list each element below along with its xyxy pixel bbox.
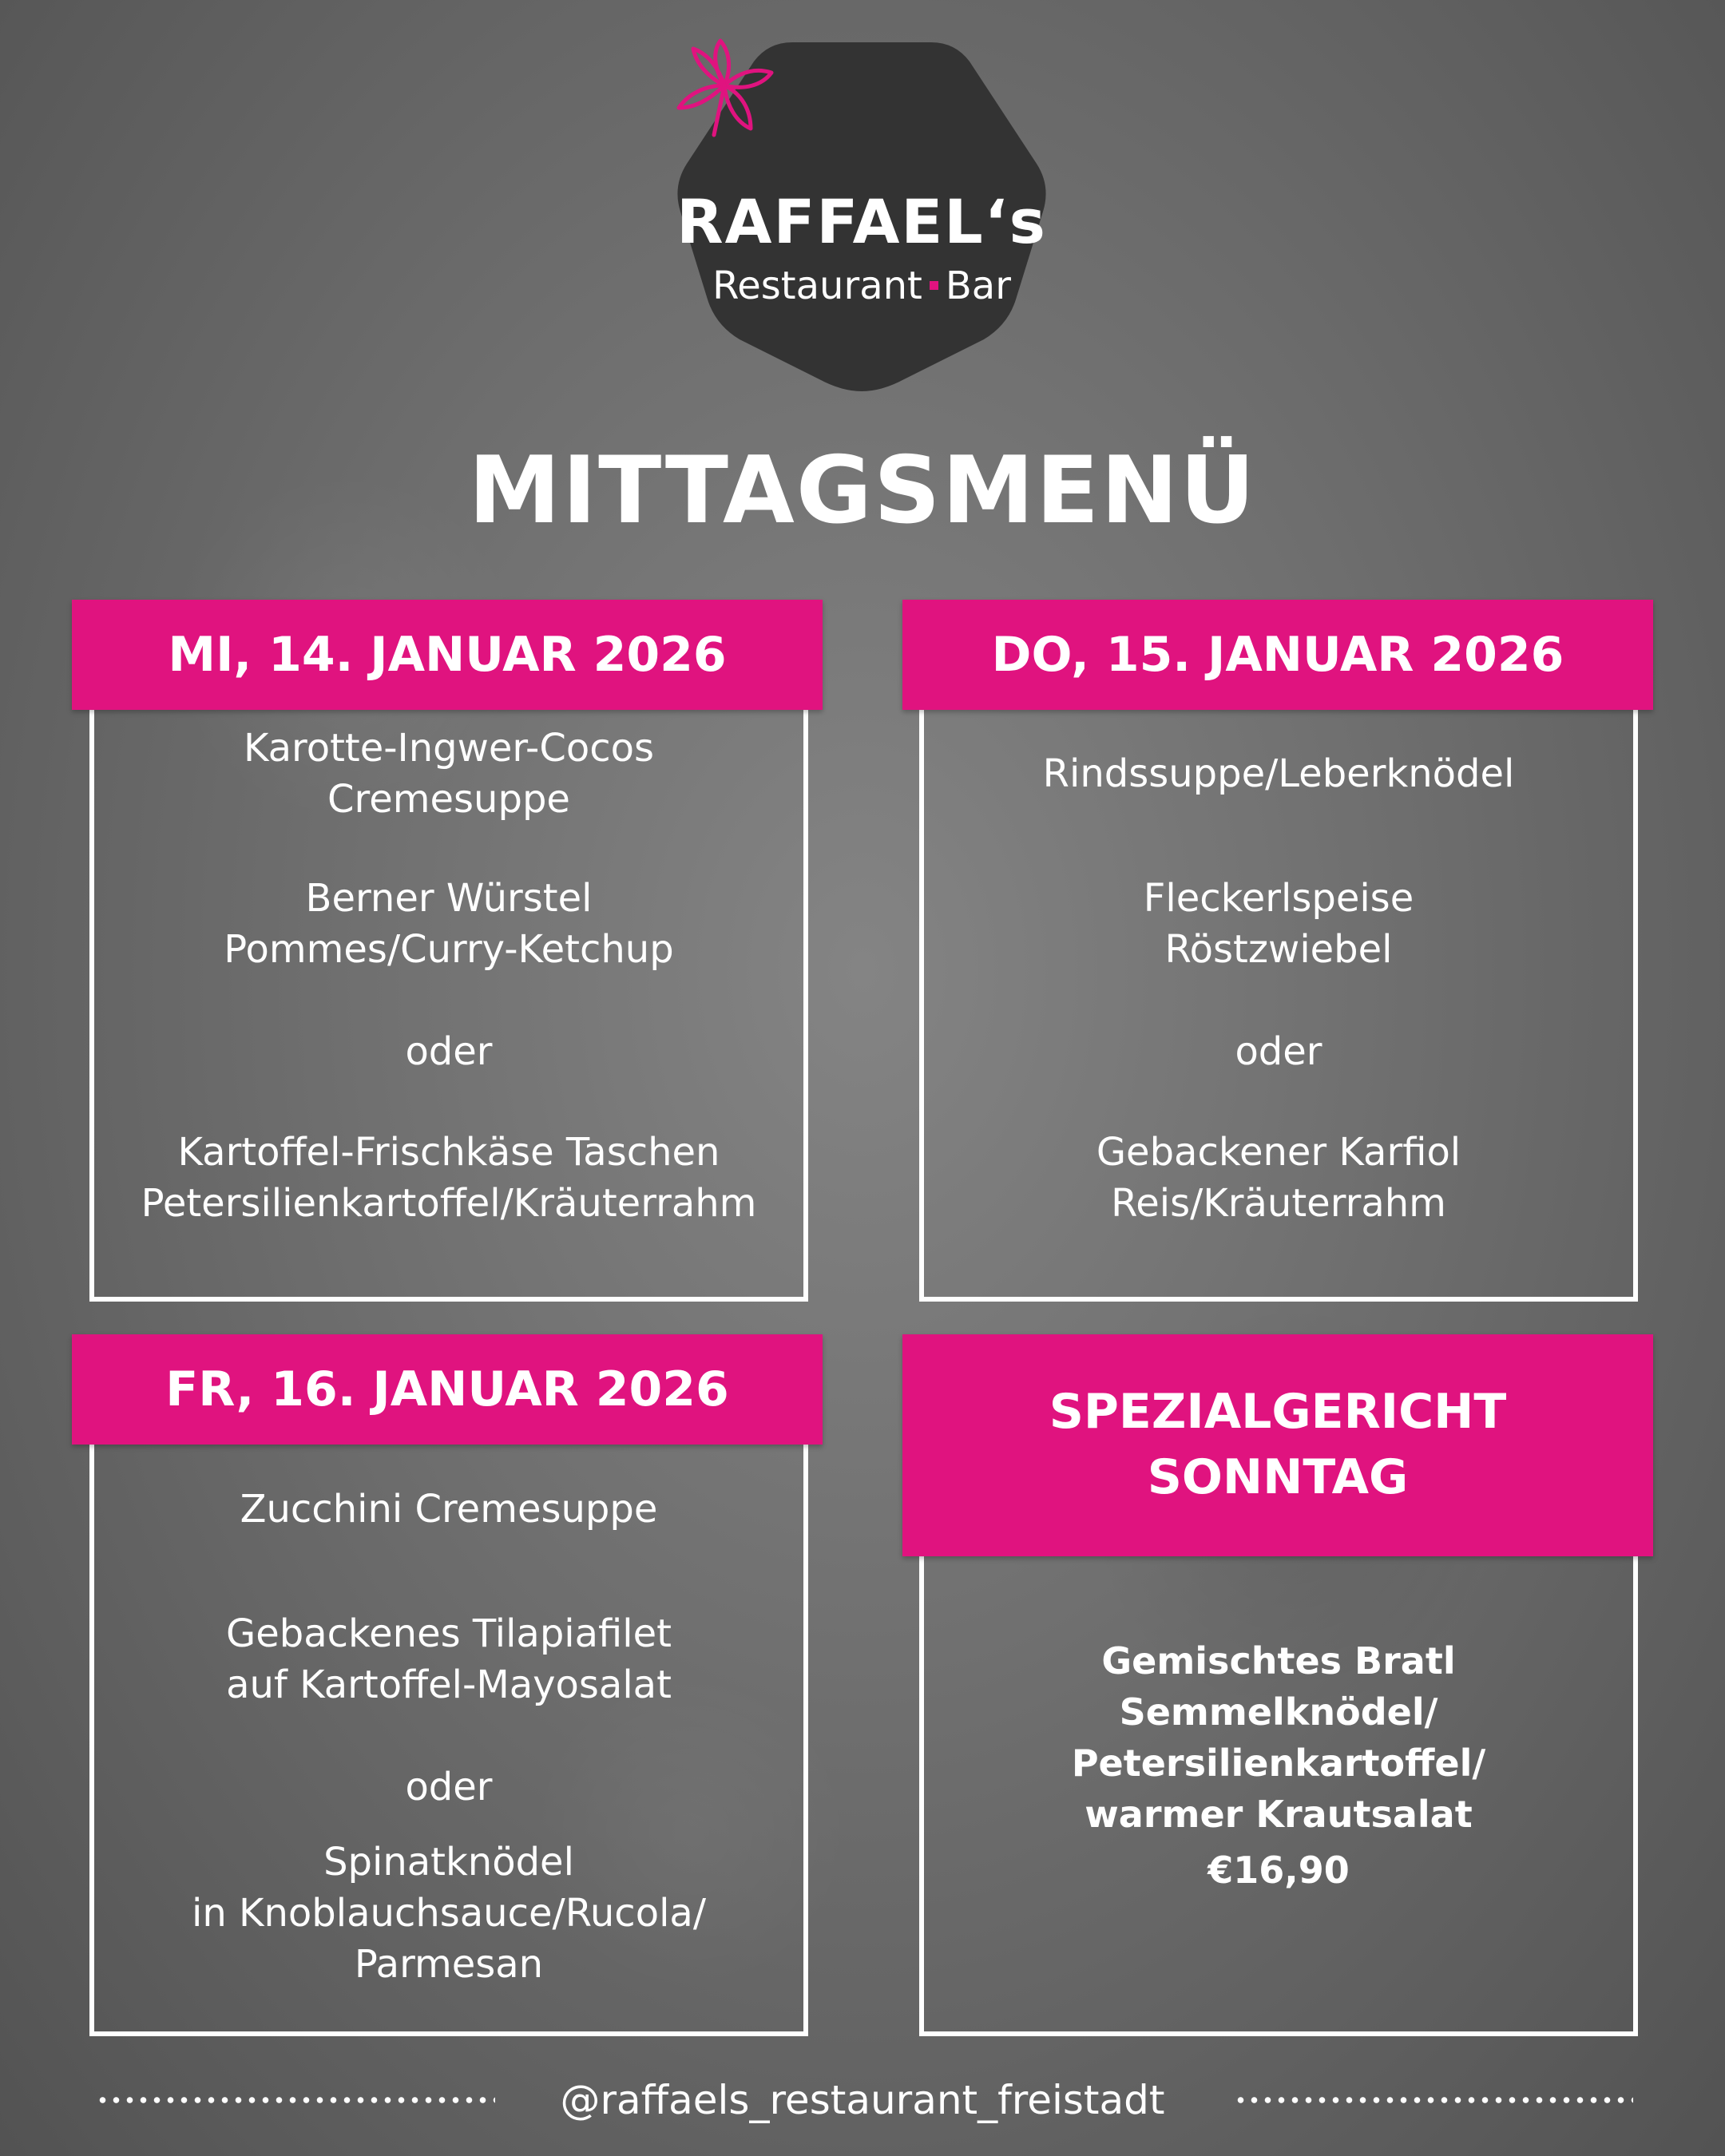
alt-dish-line: Spinatknödel — [323, 1840, 574, 1885]
footer-dots-right — [1234, 2096, 1633, 2104]
special-header — [902, 1334, 1653, 1556]
main-dish-line: Röstzwiebel — [1164, 927, 1393, 972]
special-title-line: SPEZIALGERICHT — [1049, 1384, 1507, 1440]
main-dish-line: Gebackenes Tilapiafilet — [226, 1611, 672, 1656]
special-price: €16,90 — [1208, 1849, 1350, 1892]
alt-dish-line: Gebackener Karfiol — [1096, 1130, 1461, 1175]
special-title-line: SONNTAG — [1147, 1449, 1409, 1505]
menu-content-friday — [94, 1484, 803, 1990]
page-title: MITTAGSMENÜ — [468, 437, 1257, 545]
alt-dish-line: Kartoffel-Frischkäse Taschen — [177, 1130, 720, 1175]
alt-dish-line: Petersilienkartoffel/Kräuterrahm — [141, 1181, 757, 1226]
menu-content-wednesday — [94, 723, 803, 1229]
brand-sub-right: Bar — [945, 264, 1011, 308]
brand-sub-left: Restaurant — [712, 264, 922, 308]
soup-line: Cremesuppe — [327, 777, 570, 822]
or-separator: oder — [405, 1765, 493, 1809]
restaurant-logo — [672, 36, 1051, 391]
main-dish-line: Pommes/Curry-Ketchup — [224, 927, 674, 972]
flower-icon — [672, 36, 776, 140]
day-header-friday: FR, 16. JANUAR 2026 — [72, 1334, 823, 1445]
soup-line: Karotte-Ingwer-Cocos — [243, 726, 655, 771]
brand-name: RAFFAEL‘s — [676, 186, 1047, 257]
or-separator: oder — [1235, 1029, 1322, 1074]
special-dish-line: Semmelknödel/ — [1119, 1690, 1438, 1734]
instagram-handle[interactable]: @raffaels_restaurant_freistadt — [560, 2077, 1165, 2123]
special-dish-line: Gemischtes Bratl — [1101, 1639, 1456, 1682]
menu-content-thursday — [924, 748, 1633, 1229]
day-header-thursday: DO, 15. JANUAR 2026 — [902, 600, 1653, 710]
brand-subtitle — [672, 262, 1051, 310]
day-header-wednesday: MI, 14. JANUAR 2026 — [72, 600, 823, 710]
brand-separator-dot — [930, 281, 938, 290]
soup-line: Rindssuppe/Leberknödel — [1042, 751, 1515, 796]
main-dish-line: Berner Würstel — [305, 876, 593, 921]
alt-dish-line: in Knoblauchsauce/Rucola/ — [192, 1891, 706, 1936]
soup-line: Zucchini Cremesuppe — [240, 1487, 658, 1532]
special-dish-line: warmer Krautsalat — [1085, 1793, 1473, 1836]
main-dish-line: auf Kartoffel-Mayosalat — [226, 1663, 672, 1707]
special-dish — [924, 1635, 1633, 1896]
main-dish-line: Fleckerlspeise — [1143, 876, 1414, 921]
alt-dish-line: Reis/Kräuterrahm — [1111, 1181, 1446, 1226]
special-dish-line: Petersilienkartoffel/ — [1071, 1742, 1486, 1785]
or-separator: oder — [405, 1029, 493, 1074]
alt-dish-line: Parmesan — [354, 1942, 544, 1987]
